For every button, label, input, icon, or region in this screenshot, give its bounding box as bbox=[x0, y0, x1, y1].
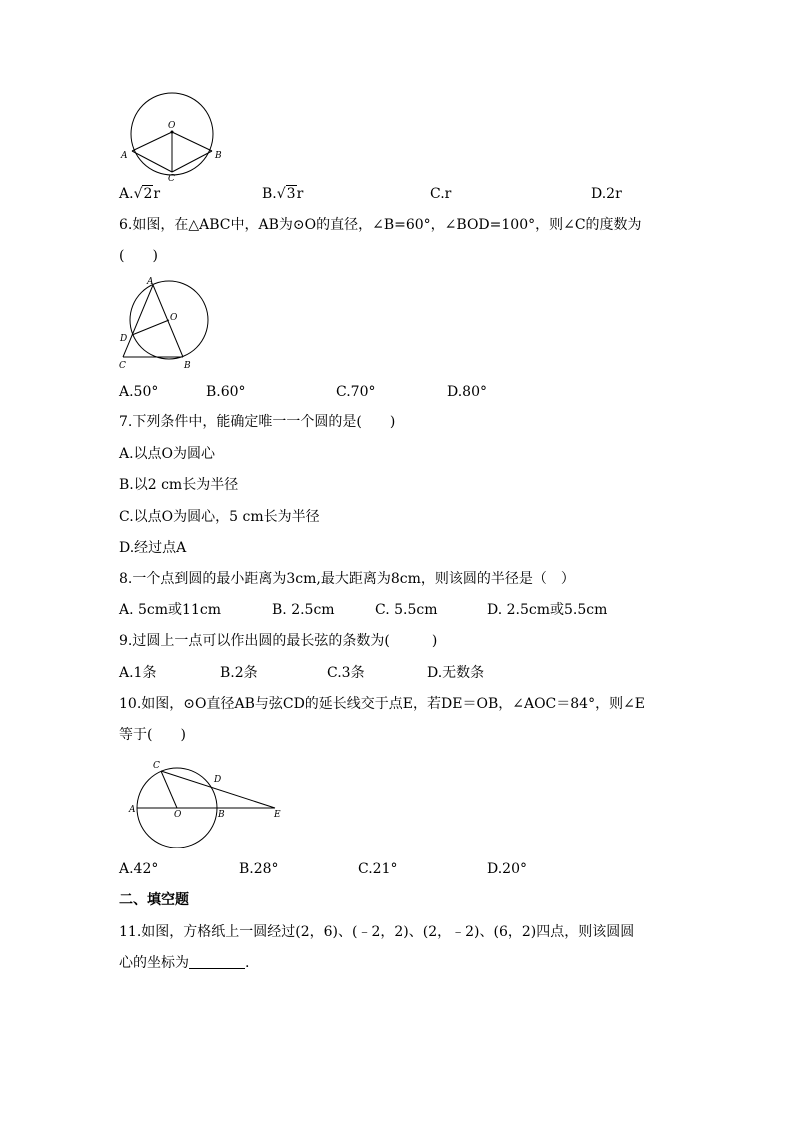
q7-option-c: C.以点O为圆心，5 cm长为半径 bbox=[119, 509, 320, 525]
section-title-fill-in: 二、填空题 bbox=[119, 892, 189, 908]
q6-option-d: D.80° bbox=[447, 384, 487, 400]
q10-option-a: A.42° bbox=[119, 861, 159, 877]
q9-option-c: C.3条 bbox=[327, 665, 365, 681]
q10-label-d: D bbox=[214, 775, 222, 785]
q9-stem: 9.过圆上一点可以作出圆的最长弦的条数为( ) bbox=[119, 633, 438, 649]
q5-option-c: C.r bbox=[430, 186, 452, 202]
q5-figure bbox=[115, 92, 227, 182]
q10-stem-line1: 10.如图，⊙O直径AB与弦CD的延长线交于点E，若DE＝OB，∠AOC＝84°，则∠E bbox=[119, 696, 646, 712]
q5-option-b bbox=[262, 184, 303, 204]
q8-stem: 8.一个点到圆的最小距离为3cm,最大距离为8cm，则该圆的半径是（ ） bbox=[119, 571, 575, 587]
q8-option-b: B. 2.5cm bbox=[272, 602, 335, 618]
q6-figure bbox=[115, 275, 215, 370]
q10-label-a: A bbox=[129, 805, 136, 815]
q9-option-d: D.无数条 bbox=[427, 665, 485, 681]
q5-option-b-radicand: 3 bbox=[286, 186, 296, 202]
q10-stem-line2: 等于( ) bbox=[119, 727, 186, 743]
q5-option-b-prefix: B. bbox=[262, 186, 277, 202]
q10-option-c: C.21° bbox=[358, 861, 398, 877]
q5-segment-ac bbox=[132, 151, 172, 172]
q5-label-c: C bbox=[168, 174, 175, 182]
q11-stem-line1: 11.如图，方格纸上一圆经过(2，6)、(﹣2，2)、(2，﹣2)、(6，2)四点，则该圆圆 bbox=[119, 924, 635, 940]
q5-segment-bc bbox=[172, 151, 212, 172]
q11-stem-line2-text: 心的坐标为 bbox=[119, 955, 189, 971]
q5-option-b-suffix: r bbox=[296, 186, 304, 202]
q7-option-a: A.以点O为圆心 bbox=[119, 446, 216, 462]
q8-option-d: D. 2.5cm或5.5cm bbox=[487, 602, 608, 618]
q6-segment-ab bbox=[153, 285, 183, 357]
q6-stem-line1: 6.如图，在△ABC中，AB为⊙O的直径，∠B=60°，∠BOD=100°，则∠C的度数为 bbox=[119, 217, 642, 233]
q5-option-d: D.2r bbox=[591, 186, 622, 202]
q10-label-o: O bbox=[174, 810, 182, 820]
q10-segment-oc bbox=[161, 771, 177, 808]
q10-figure bbox=[125, 756, 290, 848]
q7-stem: 7.下列条件中，能确定唯一一个圆的是( ) bbox=[119, 414, 396, 430]
q10-label-c: C bbox=[153, 761, 160, 771]
q10-option-d: D.20° bbox=[487, 861, 527, 877]
q11-stem-line2 bbox=[119, 953, 249, 973]
q11-stem-period: . bbox=[245, 955, 250, 971]
q6-label-b: B bbox=[184, 361, 191, 370]
q9-option-a: A.1条 bbox=[119, 665, 157, 681]
q5-label-b: B bbox=[215, 151, 222, 161]
sqrt-symbol: √ bbox=[133, 186, 143, 202]
q6-label-d: D bbox=[120, 334, 128, 344]
q5-option-a bbox=[119, 184, 160, 204]
q5-segment-oa bbox=[132, 132, 172, 151]
q6-option-b: B.60° bbox=[206, 384, 246, 400]
q5-option-a-radicand: 2 bbox=[143, 186, 153, 202]
q7-option-d: D.经过点A bbox=[119, 540, 187, 556]
q8-option-c: C. 5.5cm bbox=[375, 602, 438, 618]
q6-label-o: O bbox=[170, 313, 178, 323]
q10-label-b: B bbox=[218, 810, 225, 820]
q5-label-o: O bbox=[168, 121, 176, 131]
q6-label-c: C bbox=[119, 361, 126, 370]
q5-option-a-prefix: A. bbox=[119, 186, 134, 202]
q10-option-b: B.28° bbox=[239, 861, 279, 877]
q5-segment-ob bbox=[172, 132, 212, 151]
q6-option-c: C.70° bbox=[336, 384, 376, 400]
sqrt-symbol: √ bbox=[276, 186, 286, 202]
q5-label-a: A bbox=[121, 151, 128, 161]
q6-stem-line2: ( ) bbox=[119, 248, 158, 264]
q6-option-a: A.50° bbox=[119, 384, 159, 400]
q8-option-a: A. 5cm或11cm bbox=[119, 602, 221, 618]
q7-option-b: B.以2 cm长为半径 bbox=[119, 477, 239, 493]
q9-option-b: B.2条 bbox=[220, 665, 258, 681]
q5-option-a-suffix: r bbox=[153, 186, 161, 202]
q10-label-e: E bbox=[274, 810, 281, 820]
q11-answer-blank[interactable] bbox=[189, 954, 245, 969]
q6-label-a: A bbox=[147, 277, 154, 287]
